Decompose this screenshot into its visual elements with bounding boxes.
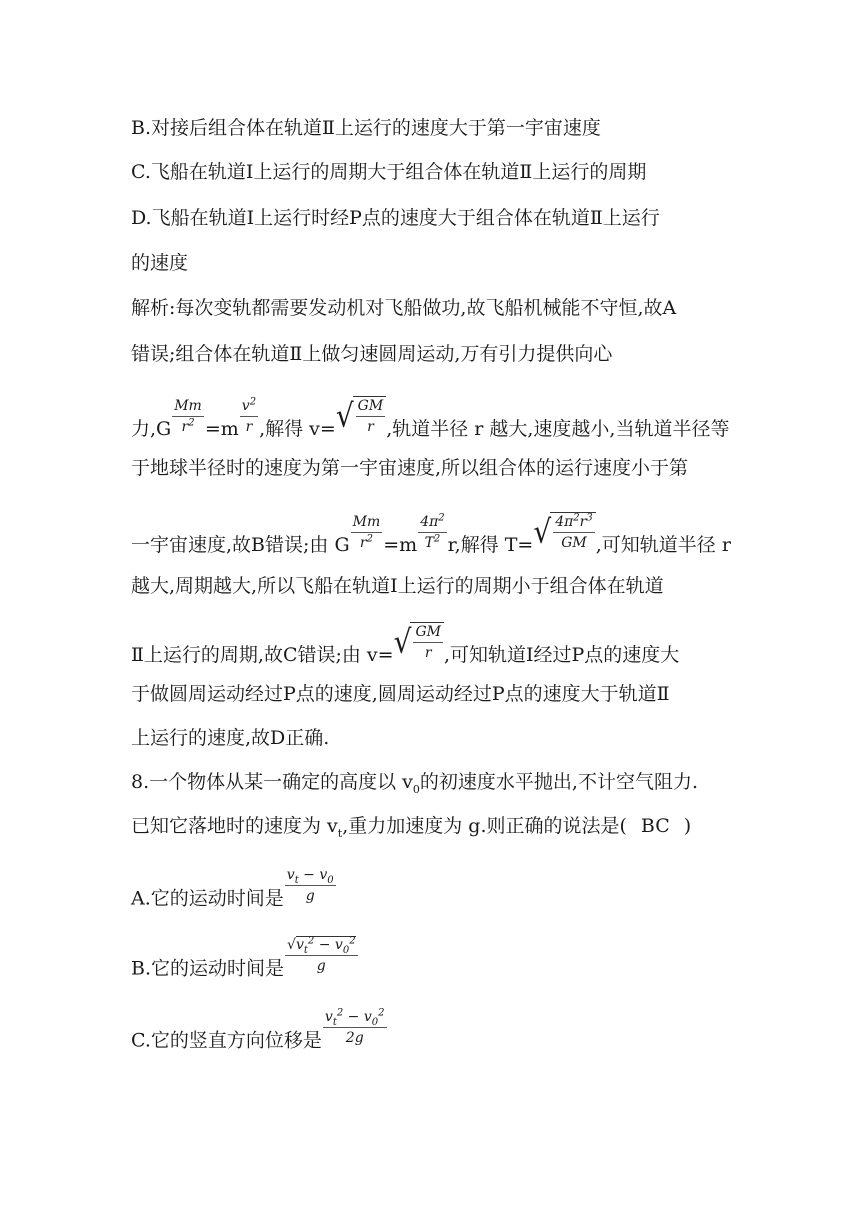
formula-vt2-minus-v02-over-2g: $\frac{v_t^2 - v_0^2}{2g}$ (324, 1007, 385, 1046)
analysis-line-9: 上运行的速度,故D正确. (131, 727, 330, 749)
formula-sqrt-vt2-minus-v02-over-g: $\frac{√v_t^2 - v_0^2}{g}$ (287, 935, 356, 974)
option-b: B.对接后组合体在轨道Ⅱ上运行的速度大于第一宇宙速度 (131, 117, 601, 139)
analysis-line-7: Ⅱ上运行的周期,故C错误;由 v= √ $\frac{GM}{r}$ ,可知轨道Ⅰ经过P点的速度大 (131, 622, 680, 666)
formula-sqrt-gm-over-r: √ $\frac{GM}{r}$ (336, 396, 386, 436)
question-8-option-c: C.它的竖直方向位移是 $\frac{v_t^2 - v_0^2}{2g}$ (131, 1007, 385, 1052)
formula-sqrt-gm-over-r-b: √ $\frac{GM}{r}$ (394, 622, 444, 662)
analysis-line-1: 解析:每次变轨都需要发动机对飞船做功,故飞船机械能不守恒,故A (131, 297, 677, 319)
formula-4pi2-over-t2: $\frac{4\pi^2}{T^2}$ (420, 511, 445, 551)
analysis-line-3: 力,G $\frac{Mm}{r^2}$ =m $\frac{v^2}{r}$ ,解得 v= √ $\frac{GM}{r}$ ,轨道半径 r 越大,速度越小,当轨道半径等 (131, 395, 730, 440)
question-8-line1: 8.一个物体从某一确定的高度以 $v_0$的初速度水平抛出,不计空气阻力. (131, 771, 698, 796)
answer-blank: BC (640, 815, 670, 837)
formula-vt-minus-v0-over-g: $\frac{v_t - v_0}{g}$ (286, 867, 334, 904)
formula-mm-over-r2-b: $\frac{Mm}{r^2}$ (352, 513, 381, 551)
formula-sqrt-period: √ $\frac{4\pi^2r^3}{GM}$ (533, 512, 595, 552)
analysis-line-6: 越大,周期越大,所以飞船在轨道Ⅰ上运行的周期小于组合体在轨道 (131, 575, 664, 597)
analysis-line-8: 于做圆周运动经过P点的速度,圆周运动经过P点的速度大于轨道Ⅱ (131, 683, 670, 705)
formula-v2-over-r: $\frac{v^2}{r}$ (241, 395, 257, 435)
question-8-line2: 已知它落地时的速度为 $v_t$,重力加速度为 g.则正确的说法是( BC ) (131, 815, 692, 840)
option-c: C.飞船在轨道Ⅰ上运行的周期大于组合体在轨道Ⅱ上运行的周期 (131, 161, 647, 183)
analysis-line-5: 一宇宙速度,故B错误;由 G $\frac{Mm}{r^2}$ =m $\frac{4\pi^2}{T^2}$ r,解得 T= √ $\frac{4\pi^2r^3}{GM}$ ,可知轨道半径 r (131, 511, 731, 556)
question-8-option-b: B.它的运动时间是 $\frac{√v_t^2 - v_0^2}{g}$ (131, 935, 356, 980)
option-d-line1: D.飞船在轨道Ⅰ上运行时经P点的速度大于组合体在轨道Ⅱ上运行 (131, 207, 660, 229)
question-8-option-a: A.它的运动时间是 $\frac{v_t - v_0}{g}$ (131, 867, 334, 910)
analysis-line-2: 错误;组合体在轨道Ⅱ上做匀速圆周运动,万有引力提供向心 (131, 343, 613, 365)
analysis-line-4: 于地球半径时的速度为第一宇宙速度,所以组合体的运行速度小于第 (131, 457, 689, 479)
option-d-line2: 的速度 (131, 252, 189, 274)
formula-mm-over-r2: $\frac{Mm}{r^2}$ (174, 397, 202, 435)
